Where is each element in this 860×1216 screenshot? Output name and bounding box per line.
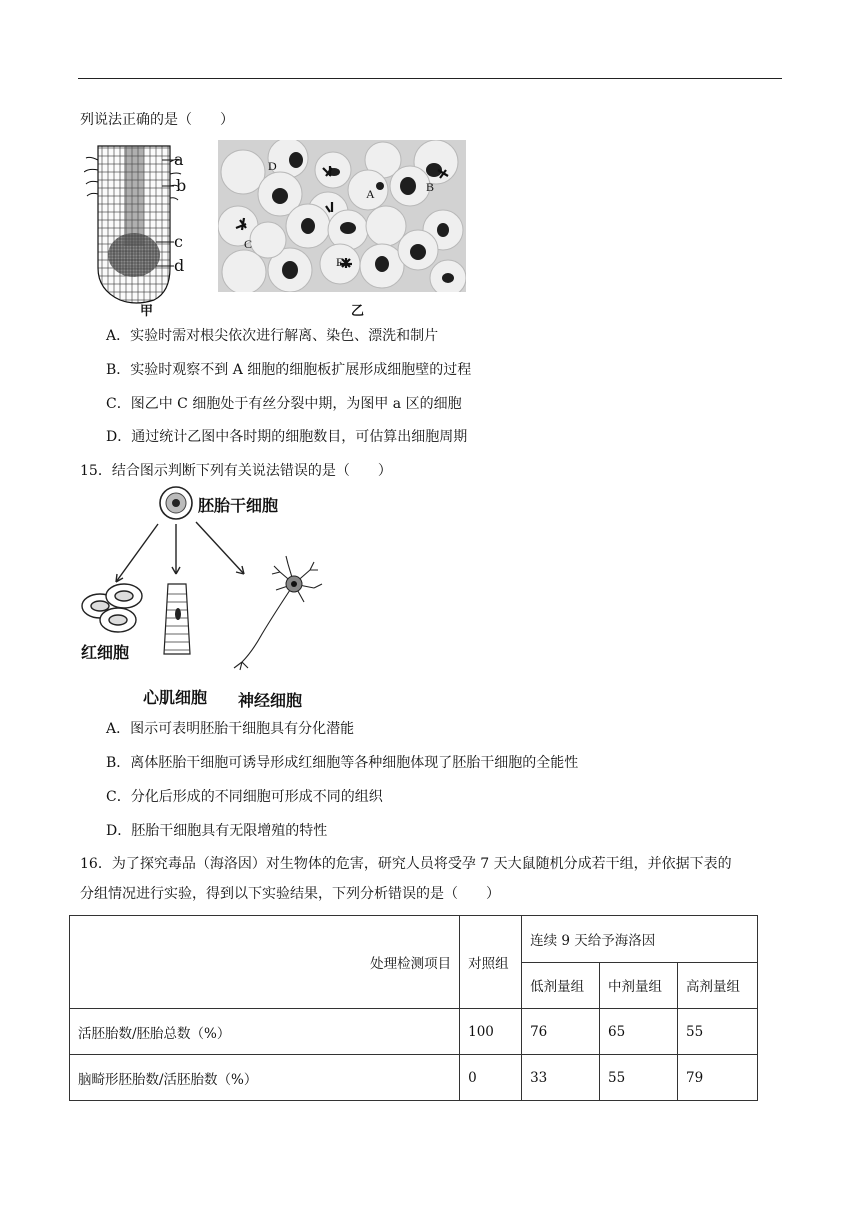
label-E: E [336,255,344,269]
q16-stem-line1: 16．为了探究毒品（海洛因）对生物体的危害，研究人员将受孕 7 天大鼠随机分成若干组，并依据下表的 [80,856,732,872]
root-tip-figure [84,140,204,316]
table-cell: 79 [677,1055,757,1101]
table-cell: 55 [600,1055,678,1101]
label-b: b [176,176,187,195]
label-A: A [366,187,375,201]
table-header-control: 对照组 [460,916,522,1009]
label-embryonic-stem-cell: 胚胎干细胞 [198,496,279,515]
table-row [70,1009,758,1055]
label-B: B [426,180,435,194]
label-a: a [174,150,184,169]
caption-jia: 甲 [140,304,154,319]
q14-stem: 列说法正确的是（ ） [80,112,234,128]
label-nerve-cell: 神经细胞 [238,691,303,710]
label-D: D [268,159,277,173]
q14-option-c: C．图乙中 C 细胞处于有丝分裂中期，为图甲 a 区的细胞 [106,396,462,412]
table-row [70,1055,758,1101]
table-header-heroin: 连续 9 天给予海洛因 [522,916,758,963]
q15-option-d: D．胚胎干细胞具有无限增殖的特性 [106,823,328,839]
label-cardiac-muscle-cell: 心肌细胞 [143,688,208,707]
table-cell: 0 [460,1055,522,1101]
label-C: C [244,237,253,251]
table-cell: 33 [522,1055,600,1101]
table-cell: 100 [460,1009,522,1055]
table-header-high: 高剂量组 [677,962,757,1009]
q14-option-a: A．实验时需对根尖依次进行解离、染色、漂洗和制片 [106,328,439,344]
table-cell: 65 [600,1009,678,1055]
stem-cell-differentiation-figure [78,484,338,706]
table-row-label: 活胚胎数/胚胎总数（%） [70,1009,460,1055]
q15-stem: 15．结合图示判断下列有关说法错误的是（ ） [80,463,392,479]
heroin-results-table [69,915,758,1101]
table-header-row-1 [70,916,758,963]
table-cell: 55 [677,1009,757,1055]
label-d: d [174,256,185,275]
table-corner-cell: 处理检测项目 [70,916,460,1009]
q16-stem-line2: 分组情况进行实验，得到以下实验结果，下列分析错误的是（ ） [80,886,500,902]
table-row-label: 脑畸形胚胎数/活胚胎数（%） [70,1055,460,1101]
q15-option-a: A．图示可表明胚胎干细胞具有分化潜能 [106,721,355,737]
table-header-low: 低剂量组 [522,962,600,1009]
label-red-blood-cell: 红细胞 [81,643,130,662]
header-rule [78,78,782,79]
label-c: c [174,232,183,251]
caption-yi: 乙 [351,304,365,319]
q14-option-d: D．通过统计乙图中各时期的细胞数目，可估算出细胞周期 [106,429,468,445]
mitosis-micrograph [218,140,466,292]
table-cell: 76 [522,1009,600,1055]
q14-option-b: B．实验时观察不到 A 细胞的细胞板扩展形成细胞壁的过程 [106,362,472,378]
q15-option-c: C．分化后形成的不同细胞可形成不同的组织 [106,789,383,805]
q15-option-b: B．离体胚胎干细胞可诱导形成红细胞等各种细胞体现了胚胎干细胞的全能性 [106,755,579,771]
table-header-mid: 中剂量组 [600,962,678,1009]
